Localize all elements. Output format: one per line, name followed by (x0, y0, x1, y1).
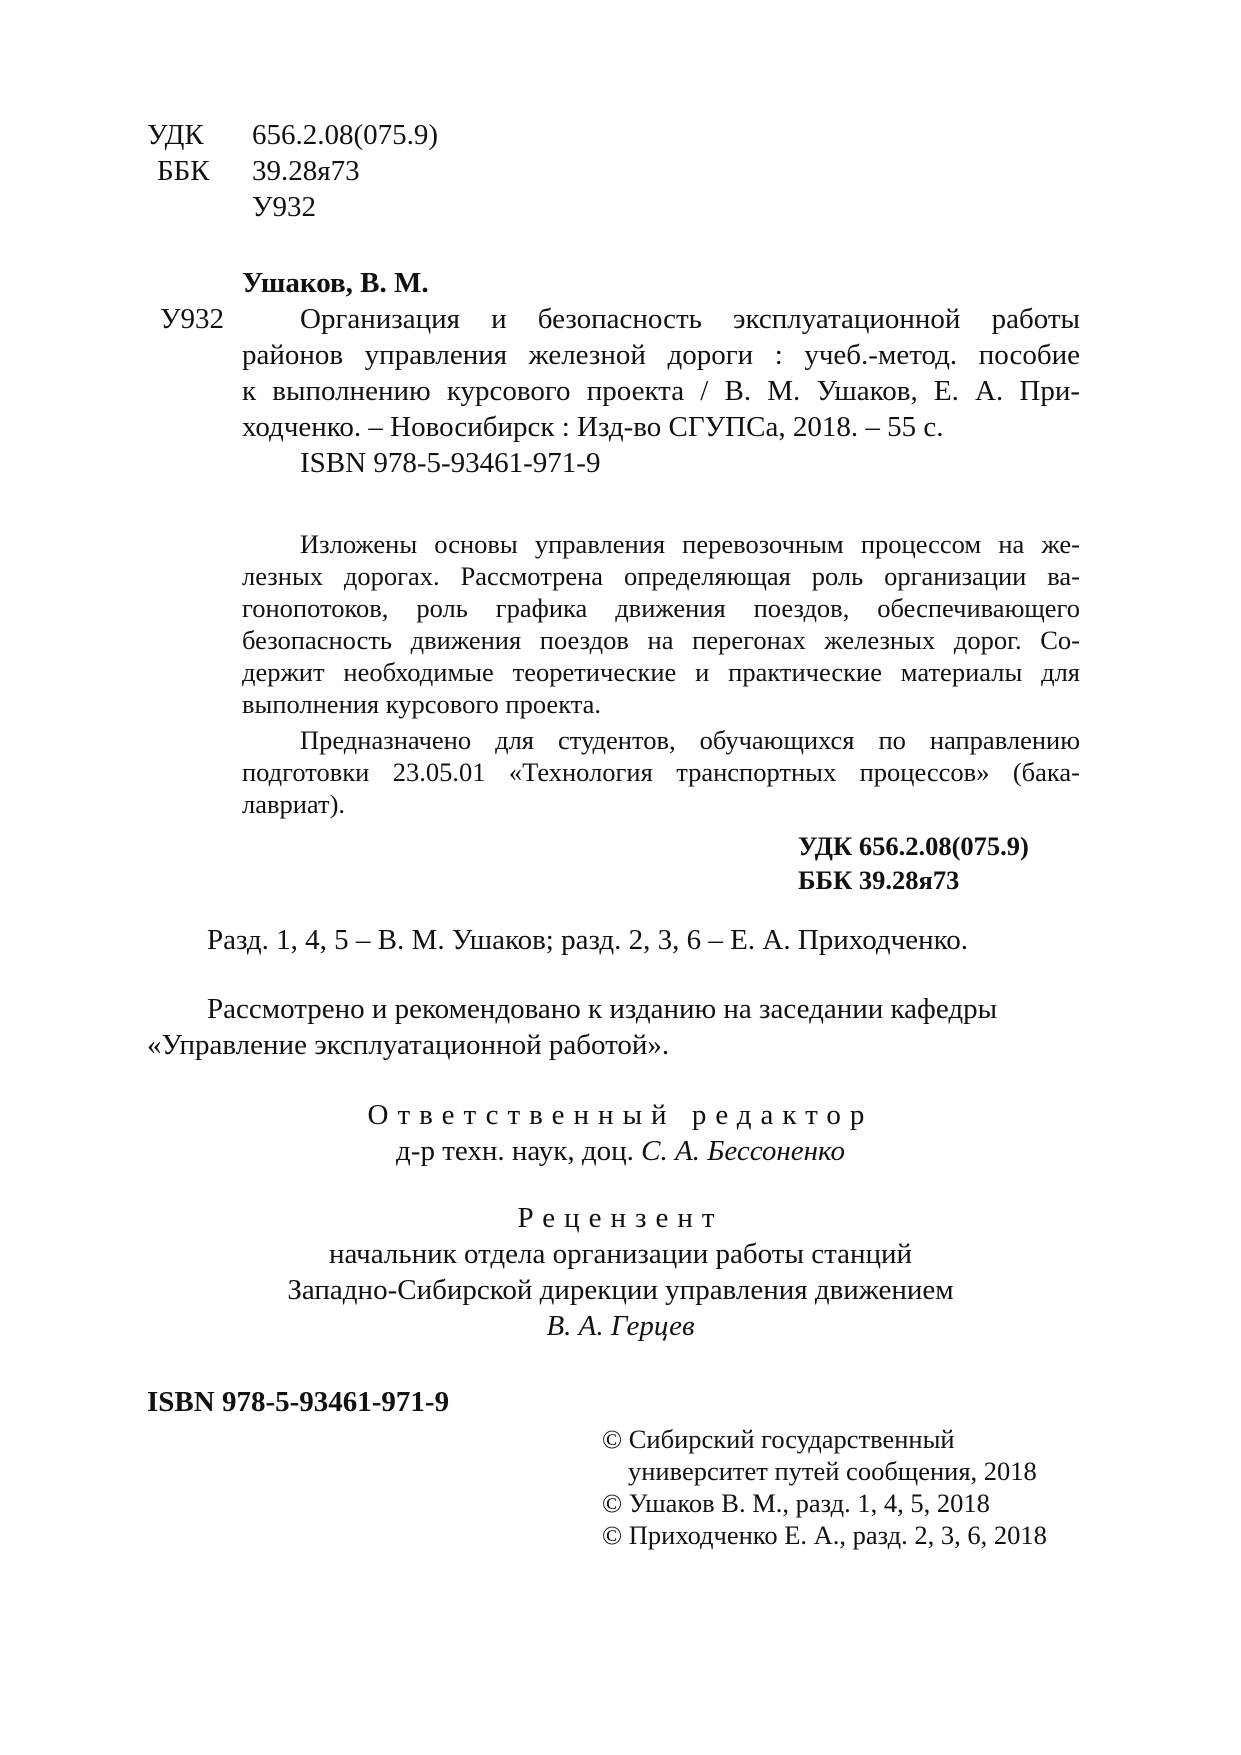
reviewer-line-2: Западно-Сибирской дирекции управления движением (287, 1274, 954, 1306)
editor-title: д-р техн. наук, доц. (396, 1135, 634, 1167)
annotation-line-9: лавриат). (242, 789, 346, 819)
copyright-line-3: © Ушаков В. М., разд. 1, 4, 5, 2018 (602, 1488, 990, 1518)
reviewer-name: В. А. Герцев (546, 1310, 695, 1342)
record-line-4: ходченко. – Новосибирск : Изд-во СГУПСа, 2018. – 55 с. (242, 411, 944, 443)
record-author: Ушаков, В. М. (242, 267, 429, 299)
editor-heading: Ответственный редактор (367, 1099, 874, 1131)
annotation-bbk: ББК 39.28я73 (798, 865, 960, 895)
annotation-line-7: Предназначено для студентов, обучающихся по направлению (300, 725, 1080, 755)
annotation-line-2: лезных дорогах. Рассмотрена определяющая роль организации ва- (242, 561, 1080, 591)
copyright-line-2: университет путей сообщения, 2018 (628, 1456, 1037, 1486)
editor-info (0, 1134, 1241, 1168)
author-sign: У932 (252, 191, 317, 223)
reviewer-heading: Рецензент (517, 1202, 724, 1234)
annotation-line-6: выполнения курсового проекта. (242, 689, 602, 719)
editor-name: С. А. Бессоненко (641, 1135, 845, 1167)
annotation-line-1: Изложены основы управления перевозочным процессом на же- (300, 529, 1080, 559)
annotation-udk: УДК 656.2.08(075.9) (798, 831, 1029, 861)
record-line-3: к выполнению курсового проекта / В. М. Ушаков, Е. А. При- (242, 375, 1080, 407)
bbk-label: ББК (157, 155, 210, 187)
annotation-line-4: безопасность движения поездов на перегонах железных дорог. Со- (242, 625, 1080, 655)
record-line-1: Организация и безопасность эксплуатационной работы (300, 303, 1080, 335)
annotation-line-3: гонопотоков, роль графика движения поездов, обеспечивающего (242, 593, 1080, 623)
udk-label: УДК (147, 119, 204, 151)
isbn-footer: ISBN 978-5-93461-971-9 (147, 1386, 450, 1418)
authorship-note: Разд. 1, 4, 5 – В. М. Ушаков; разд. 2, 3, 6 – Е. А. Приходченко. (207, 924, 968, 956)
bbk-value: 39.28я73 (252, 155, 360, 187)
copyright-line-1: © Сибирский государственный (602, 1424, 955, 1454)
record-line-2: районов управления железной дороги : учеб.-метод. пособие (242, 339, 1080, 371)
record-cipher: У932 (160, 303, 225, 335)
reviewer-line-1: начальник отдела организации работы станций (328, 1238, 913, 1270)
approval-line-1: Рассмотрено и рекомендовано к изданию на заседании кафедры (207, 993, 998, 1025)
annotation-line-8: подготовки 23.05.01 «Технология транспортных процессов» (бака- (242, 757, 1080, 787)
udk-value: 656.2.08(075.9) (252, 119, 439, 151)
approval-line-2: «Управление эксплуатационной работой». (147, 1029, 670, 1061)
annotation-line-5: держит необходимые теоретические и практические материалы для (242, 657, 1080, 687)
copyright-line-4: © Приходченко Е. А., разд. 2, 3, 6, 2018 (602, 1520, 1047, 1550)
record-isbn: ISBN 978-5-93461-971-9 (300, 447, 601, 479)
